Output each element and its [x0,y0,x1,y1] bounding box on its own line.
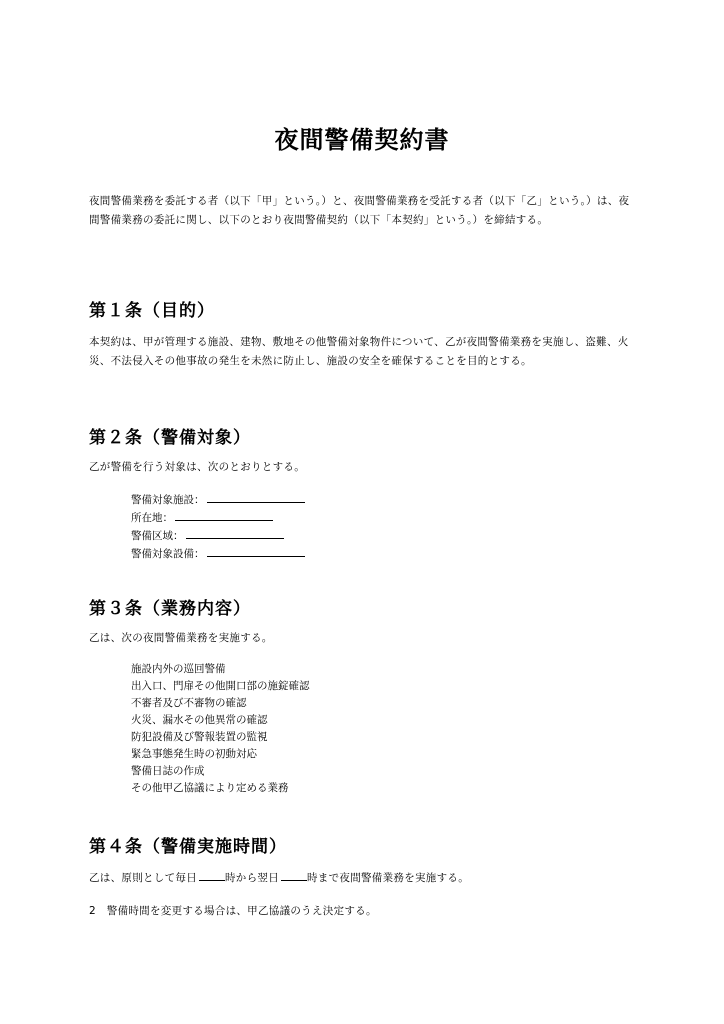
fill-in-blank[interactable] [175,509,273,521]
article4-heading: 第４条（警備実施時間） [89,837,287,857]
duty-item: 緊急事態発生時の初動対応 [131,748,257,760]
field-label: 所在地： [131,512,173,524]
duty-item: 火災、漏水その他異常の確認 [131,714,268,726]
article2-heading: 第２条（警備対象） [89,428,251,448]
fill-in-blank[interactable] [207,545,305,557]
duty-item: 出入口、門扉その他開口部の施錠確認 [131,680,310,692]
article1-body: 本契約は、甲が管理する施設、建物、敷地その他警備対象物件について、乙が夜間警備業務を実施し、盗難、火災、不法侵入その他事故の発生を未然に防止し、施設の安全を確保することを目的とする。 [89,336,629,367]
duty-item: 不審者及び不審物の確認 [131,697,247,709]
article3-heading: 第３条（業務内容） [89,599,251,619]
preamble-paragraph: 夜間警備業務を委託する者（以下「甲」という。）と、夜間警備業務を受託する者（以下「乙」という。）は、夜間警備業務の委託に関し、以下のとおり夜間警備契約（以下「本契約」という。）を締結する。 [89,195,630,226]
fill-in-blank[interactable] [186,527,284,539]
article3-intro: 乙は、次の夜間警備業務を実施する。 [89,632,273,644]
article4-text-c: 時まで夜間警備業務を実施する。 [307,872,469,884]
field-equipment [131,545,305,563]
duty-item: 警備日誌の作成 [131,765,205,777]
end-hour-blank[interactable] [281,869,307,881]
field-facility [131,491,305,509]
field-area [131,527,305,545]
duty-item: その他甲乙協議により定める業務 [131,782,289,794]
field-label: 警備対象施設： [131,494,205,506]
duty-item: 防犯設備及び警報装置の監視 [131,731,268,743]
article4-paragraph1 [89,869,637,888]
article4-text-b: 時から翌日 [225,872,279,884]
document-title: 夜間警備契約書 [274,126,450,154]
fill-in-blank[interactable] [207,491,305,503]
article2-field-list [131,491,305,563]
article3-duty-list [131,661,310,797]
field-location [131,509,305,527]
start-hour-blank[interactable] [199,869,225,881]
field-label: 警備対象設備： [131,548,205,560]
article4-paragraph2: 2 警備時間を変更する場合は、甲乙協議のうえ決定する。 [89,905,377,917]
duty-item: 施設内外の巡回警備 [131,663,226,675]
field-label: 警備区域： [131,530,184,542]
article2-intro: 乙が警備を行う対象は、次のとおりとする。 [89,461,305,473]
article1-heading: 第１条（目的） [89,301,215,321]
article4-text-a: 乙は、原則として毎日 [89,872,197,884]
